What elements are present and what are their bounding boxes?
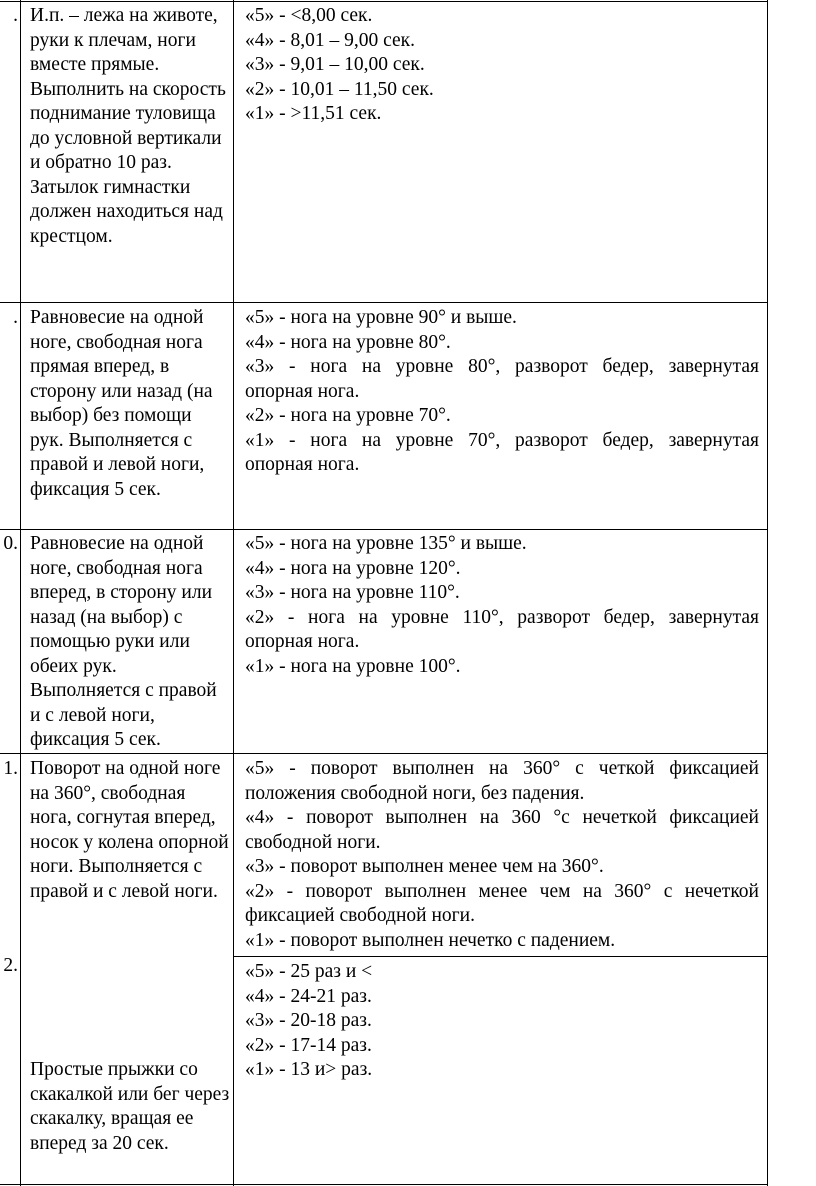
row-divider xyxy=(233,956,768,957)
criterion-line: «2» - поворот выполнен менее чем на 360° с нечеткой xyxy=(245,880,759,902)
criterion-line: «5» - 25 раз и < xyxy=(245,961,373,982)
criterion-continuation: положения свободной ноги, без падения. xyxy=(245,782,585,804)
criterion-continuation: опорная нога. xyxy=(245,380,360,402)
criterion-line: «1» - 13 и> раз. xyxy=(245,1059,373,1080)
criterion-continuation: свободной ноги. xyxy=(245,831,381,853)
criterion-line: «4» - нога на уровне 120°. xyxy=(245,557,461,579)
exercise-description: И.п. – лежа на животе, руки к плечам, ноги вместе прямые. Выполнить на скорость поднимание туловища до условной вертикали и обратно 10 раз. Затылок гимнастки должен находиться над крестцом. xyxy=(30,5,226,247)
row-number: 0. xyxy=(3,533,18,554)
criterion-line: «5» - <8,00 сек. xyxy=(245,5,373,26)
criterion-continuation: фиксацией свободной ноги. xyxy=(245,905,475,926)
criterion-line: «1» - нога на уровне 100°. xyxy=(245,655,461,677)
criterion-line: «1» - нога на уровне 70°, разворот бедер, завернутая xyxy=(245,429,759,451)
grading-criteria xyxy=(245,4,759,127)
row-divider xyxy=(0,302,768,303)
criterion-line: «2» - нога на уровне 110°, разворот бедер, завернутая xyxy=(245,606,759,628)
criterion-line: «2» - 17-14 раз. xyxy=(245,1034,372,1056)
criterion-line: «3» - 9,01 – 10,00 сек. xyxy=(245,54,425,75)
criterion-line: «2» - 10,01 – 11,50 сек. xyxy=(245,78,434,100)
criterion-line: «3» - поворот выполнен менее чем на 360°. xyxy=(245,856,604,877)
criterion-line: «2» - нога на уровне 70°. xyxy=(245,405,451,426)
criterion-line: «4» - нога на уровне 80°. xyxy=(245,331,451,353)
criterion-continuation: опорная нога. xyxy=(245,631,360,652)
exercise-description: Простые прыжки со скакалкой или бег через скакалку, вращая ее вперед за 20 сек. xyxy=(30,1059,230,1154)
criterion-line: «3» - 20-18 раз. xyxy=(245,1010,372,1031)
criterion-line: «5» - поворот выполнен на 360° с четкой фиксацией xyxy=(245,758,759,779)
criterion-continuation: опорная нога. xyxy=(245,454,360,475)
table-bottom-border xyxy=(0,1184,768,1185)
table-right-border xyxy=(767,0,768,1186)
table-top-border xyxy=(0,1,768,2)
criterion-line: «1» - поворот выполнен нечетко с падением. xyxy=(245,929,616,951)
column-divider-description xyxy=(233,0,234,1186)
exercise-description: Равновесие на одной ноге, свободная нога вперед, в сторону или назад (на выбор) с помощью руки или обеих рук. Выполняется с правой и с левой ноги, фиксация 5 сек. xyxy=(30,533,217,750)
grading-criteria xyxy=(245,532,759,679)
row-divider xyxy=(0,529,768,530)
column-divider-number xyxy=(20,0,21,1186)
criterion-line: «3» - нога на уровне 110°. xyxy=(245,582,460,603)
row-number: . xyxy=(13,307,18,328)
grading-criteria xyxy=(245,306,759,478)
criterion-line: «4» - поворот выполнен на 360 °с нечеткой фиксацией xyxy=(245,807,759,828)
exercise-description: Равновесие на одной ноге, свободная нога прямая вперед, в сторону или назад (на выбор) без помощи рук. Выполняется с правой и левой ноги, фиксация 5 сек. xyxy=(30,307,213,500)
exercise-description: Поворот на одной ноге на 360°, свободная нога, согнутая вперед, носок у колена опорной ноги. Выполняется с правой и с левой ноги. xyxy=(30,758,229,902)
criterion-line: «5» - нога на уровне 135° и выше. xyxy=(245,533,527,554)
row-divider xyxy=(0,753,768,754)
row-number: . xyxy=(13,5,18,26)
criterion-line: «4» - 24-21 раз. xyxy=(245,985,372,1007)
grading-criteria xyxy=(245,960,759,1083)
grading-criteria xyxy=(245,757,759,953)
row-number: 1. xyxy=(3,758,18,779)
criterion-line: «5» - нога на уровне 90° и выше. xyxy=(245,307,517,328)
criterion-line: «3» - нога на уровне 80°, разворот бедер, завернутая xyxy=(245,356,759,377)
criterion-line: «1» - >11,51 сек. xyxy=(245,103,382,124)
row-number: 2. xyxy=(3,955,18,976)
criterion-line: «4» - 8,01 – 9,00 сек. xyxy=(245,29,416,51)
